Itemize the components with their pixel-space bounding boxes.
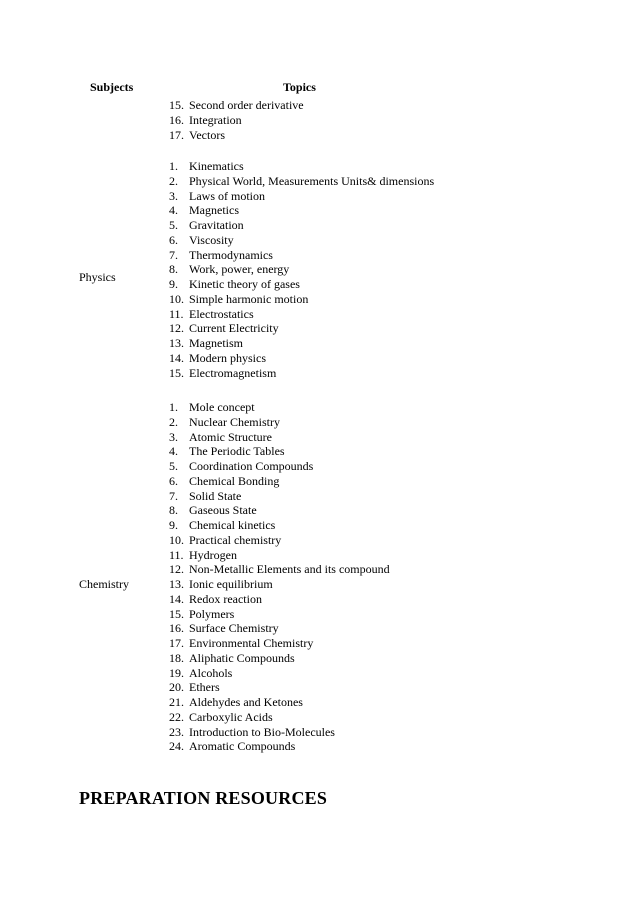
topic-item: [169, 262, 434, 277]
topic-item: [169, 233, 434, 248]
topic-item: [169, 218, 434, 233]
topic-text: Aldehydes and Ketones: [189, 695, 303, 709]
topic-item: [169, 607, 390, 622]
topic-text: Aromatic Compounds: [189, 739, 296, 754]
topic-item: [169, 248, 434, 263]
topic-number: 13.: [169, 577, 184, 591]
topic-item: [169, 548, 390, 563]
chemistry-topic-list: [169, 400, 390, 754]
topic-item: [169, 459, 390, 474]
topic-number: 9.: [169, 277, 178, 291]
subjects-column-header: Subjects: [90, 80, 134, 94]
topic-number: 11.: [169, 306, 184, 321]
topic-text: Simple harmonic motion: [189, 291, 309, 306]
topic-text: Carboxylic Acids: [189, 709, 273, 724]
topic-number: 5.: [169, 459, 178, 473]
topic-number: 4.: [169, 203, 178, 218]
topic-item: [169, 430, 390, 445]
topic-item: [169, 128, 304, 143]
topic-item: [169, 503, 390, 518]
topic-item: [169, 489, 390, 504]
topic-number: 15.: [169, 98, 184, 112]
topic-item: [169, 351, 434, 366]
topic-number: 23.: [169, 724, 184, 739]
topic-item: [169, 636, 390, 651]
topic-text: Environmental Chemistry: [189, 636, 314, 650]
topic-number: 3.: [169, 429, 178, 444]
topic-number: 24.: [169, 739, 184, 754]
topic-item: [169, 680, 390, 695]
topic-number: 11.: [169, 547, 184, 562]
topic-text: Magnetics: [189, 203, 239, 218]
physics-subject-label: Physics: [79, 270, 116, 284]
topic-number: 14.: [169, 350, 184, 365]
topic-text: Electromagnetism: [189, 365, 277, 380]
topic-item: [169, 621, 390, 636]
topic-item: [169, 336, 434, 351]
topic-text: Viscosity: [189, 232, 234, 247]
topic-item: [169, 174, 434, 189]
topic-text: Coordination Compounds: [189, 459, 314, 473]
topic-number: 21.: [169, 695, 184, 709]
topic-text: Introduction to Bio-Molecules: [189, 724, 335, 739]
topic-text: Current Electricity: [189, 321, 279, 336]
topic-text: Surface Chemistry: [189, 621, 279, 636]
topic-text: Non-Metallic Elements and its compound: [189, 562, 390, 577]
topic-item: [169, 159, 434, 174]
topic-text: Ethers: [189, 680, 220, 695]
topic-number: 3.: [169, 188, 178, 203]
topic-item: [169, 189, 434, 204]
topics-column-header: Topics: [283, 80, 316, 94]
topic-number: 10.: [169, 291, 184, 306]
topic-number: 5.: [169, 218, 178, 232]
topic-item: [169, 651, 390, 666]
topic-text: Magnetism: [189, 336, 243, 350]
topic-text: Atomic Structure: [189, 429, 272, 444]
topic-number: 8.: [169, 262, 178, 277]
topic-number: 14.: [169, 591, 184, 606]
topic-item: [169, 113, 304, 128]
topic-text: Physical World, Measurements Units& dimensions: [189, 173, 435, 188]
topic-item: [169, 739, 390, 754]
topic-text: Nuclear Chemistry: [189, 414, 280, 429]
topic-number: 13.: [169, 336, 184, 350]
topic-number: 7.: [169, 247, 178, 262]
topic-number: 18.: [169, 650, 184, 665]
topic-text: Modern physics: [189, 350, 266, 365]
topic-item: [169, 400, 390, 415]
topic-number: 9.: [169, 518, 178, 532]
topic-number: 12.: [169, 321, 184, 336]
topic-number: 16.: [169, 112, 184, 127]
topic-number: 15.: [169, 606, 184, 621]
topic-text: Ionic equilibrium: [189, 577, 273, 591]
topic-item: [169, 710, 390, 725]
topic-text: Work, power, energy: [189, 262, 290, 277]
topic-item: [169, 592, 390, 607]
preparation-resources-heading: PREPARATION RESOURCES: [79, 788, 328, 808]
topic-item: [169, 321, 434, 336]
topic-text: Alcohols: [189, 665, 233, 680]
topic-number: 8.: [169, 503, 178, 518]
topic-item: [169, 533, 390, 548]
chemistry-subject-label: Chemistry: [79, 577, 129, 591]
topic-text: Aliphatic Compounds: [189, 650, 295, 665]
topic-item: [169, 725, 390, 740]
topic-number: 16.: [169, 621, 184, 636]
topic-text: Kinematics: [189, 159, 244, 173]
topic-number: 1.: [169, 400, 178, 414]
topic-text: Electrostatics: [189, 306, 254, 321]
topic-item: [169, 695, 390, 710]
topic-item: [169, 415, 390, 430]
topic-number: 4.: [169, 444, 178, 459]
topic-text: Chemical kinetics: [189, 518, 276, 532]
topic-item: [169, 666, 390, 681]
topic-item: [169, 562, 390, 577]
topic-item: [169, 203, 434, 218]
topic-item: [169, 277, 434, 292]
topic-number: 22.: [169, 709, 184, 724]
topic-number: 2.: [169, 173, 178, 188]
topic-item: [169, 474, 390, 489]
topic-number: 19.: [169, 665, 184, 680]
topic-text: Integration: [189, 112, 242, 127]
topic-text: Kinetic theory of gases: [189, 277, 300, 291]
topic-text: Solid State: [189, 488, 242, 503]
topic-text: The Periodic Tables: [189, 444, 285, 459]
topic-text: Polymers: [189, 606, 235, 621]
topic-text: Thermodynamics: [189, 247, 273, 262]
topic-text: Mole concept: [189, 400, 255, 414]
topic-text: Redox reaction: [189, 591, 262, 606]
topic-text: Second order derivative: [189, 98, 304, 112]
topic-number: 12.: [169, 562, 184, 577]
topic-number: 6.: [169, 473, 178, 488]
topic-item: [169, 98, 304, 113]
topic-text: Laws of motion: [189, 188, 265, 203]
topic-item: [169, 444, 390, 459]
topic-number: 2.: [169, 414, 178, 429]
topic-text: Practical chemistry: [189, 532, 282, 547]
topic-number: 7.: [169, 488, 178, 503]
physics-topic-list: [169, 159, 434, 380]
topic-number: 1.: [169, 159, 178, 173]
topic-number: 6.: [169, 232, 178, 247]
topic-text: Hydrogen: [189, 547, 237, 562]
topic-text: Vectors: [189, 127, 225, 142]
topic-number: 17.: [169, 636, 184, 650]
topic-number: 20.: [169, 680, 184, 695]
continued-topic-list: [169, 98, 304, 142]
topic-number: 17.: [169, 127, 184, 142]
topic-item: [169, 292, 434, 307]
topic-item: [169, 577, 390, 592]
topic-item: [169, 307, 434, 322]
topic-number: 15.: [169, 365, 184, 380]
topic-item: [169, 366, 434, 381]
topic-item: [169, 518, 390, 533]
topic-text: Gravitation: [189, 218, 244, 232]
topic-text: Gaseous State: [189, 503, 257, 518]
topic-text: Chemical Bonding: [189, 473, 280, 488]
topic-number: 10.: [169, 532, 184, 547]
